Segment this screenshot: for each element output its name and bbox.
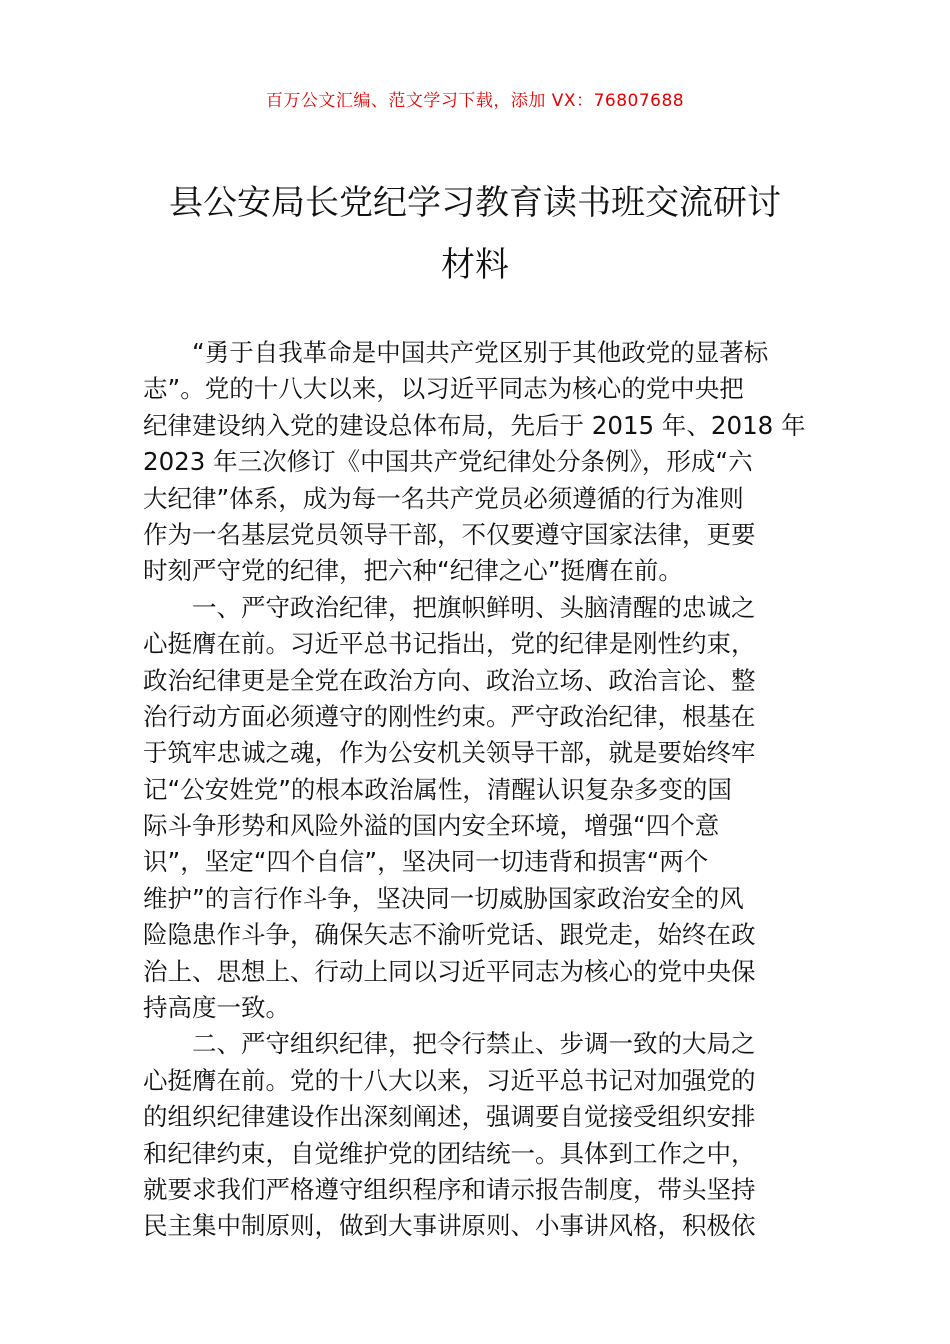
- body-line: 心挺膺在前。习近平总书记指出，党的纪律是刚性约束，: [143, 629, 756, 659]
- body-line: 大纪律”体系，成为每一名共产党员必须遵循的行为准则: [143, 483, 744, 513]
- body-line: 际斗争形势和风险外溢的国内安全环境，增强“四个意: [143, 811, 720, 841]
- body-line: 识”，坚定“四个自信”，坚决同一切违背和损害“两个: [143, 847, 709, 877]
- body-line: 民主集中制原则，做到大事讲原则、小事讲风格，积极依: [143, 1211, 756, 1241]
- body-line: 治行动方面必须遵守的刚性约束。严守政治纪律，根基在: [143, 701, 756, 731]
- body-line: 险隐患作斗争，确保矢志不渝听党话、跟党走，始终在政: [143, 920, 756, 950]
- document-title: [120, 172, 830, 296]
- header-note: 百万公文汇编、范文学习下载，添加 VX：76807688: [265, 91, 685, 111]
- body-line: 作为一名基层党员领导干部，不仅要遵守国家法律，更要: [143, 519, 756, 549]
- body-line: 二、严守组织纪律，把令行禁止、步调一致的大局之: [143, 1029, 756, 1059]
- body-line: 和纪律约束，自觉维护党的团结统一。具体到工作之中，: [143, 1138, 756, 1168]
- body-line: 治上、思想上、行动上同以习近平同志为核心的党中央保: [143, 956, 756, 986]
- body-line: 2023 年三次修订《中国共产党纪律处分条例》，形成“六: [143, 447, 753, 477]
- body-line: 志”。党的十八大以来，以习近平同志为核心的党中央把: [143, 374, 744, 404]
- body-line: 持高度一致。: [143, 993, 290, 1023]
- body-line: 记“公安姓党”的根本政治属性，清醒认识复杂多变的国: [143, 774, 732, 804]
- body-line: 的组织纪律建设作出深刻阐述，强调要自觉接受组织安排: [143, 1102, 756, 1132]
- title-line: 县公安局长党纪学习教育读书班交流研讨: [169, 183, 781, 223]
- body-line: 一、严守政治纪律，把旗帜鲜明、头脑清醒的忠诚之: [143, 592, 756, 622]
- body-line: 心挺膺在前。党的十八大以来，习近平总书记对加强党的: [143, 1065, 756, 1095]
- body-text: [143, 335, 807, 1245]
- body-line: 纪律建设纳入党的建设总体布局，先后于 2015 年、2018 年: [143, 410, 806, 440]
- body-line: 时刻严守党的纪律，把六种“纪律之心”挺膺在前。: [143, 556, 683, 586]
- body-line: “勇于自我革命是中国共产党区别于其他政党的显著标: [143, 338, 769, 367]
- body-line: 维护”的言行作斗争，坚决同一切威胁国家政治安全的风: [143, 883, 744, 913]
- body-line: 就要求我们严格遵守组织程序和请示报告制度，带头坚持: [143, 1174, 756, 1204]
- title-line: 材料: [441, 245, 509, 285]
- body-line: 政治纪律更是全党在政治方向、政治立场、政治言论、整: [143, 665, 756, 695]
- body-line: 于筑牢忠诚之魂，作为公安机关领导干部，就是要始终牢: [143, 738, 756, 768]
